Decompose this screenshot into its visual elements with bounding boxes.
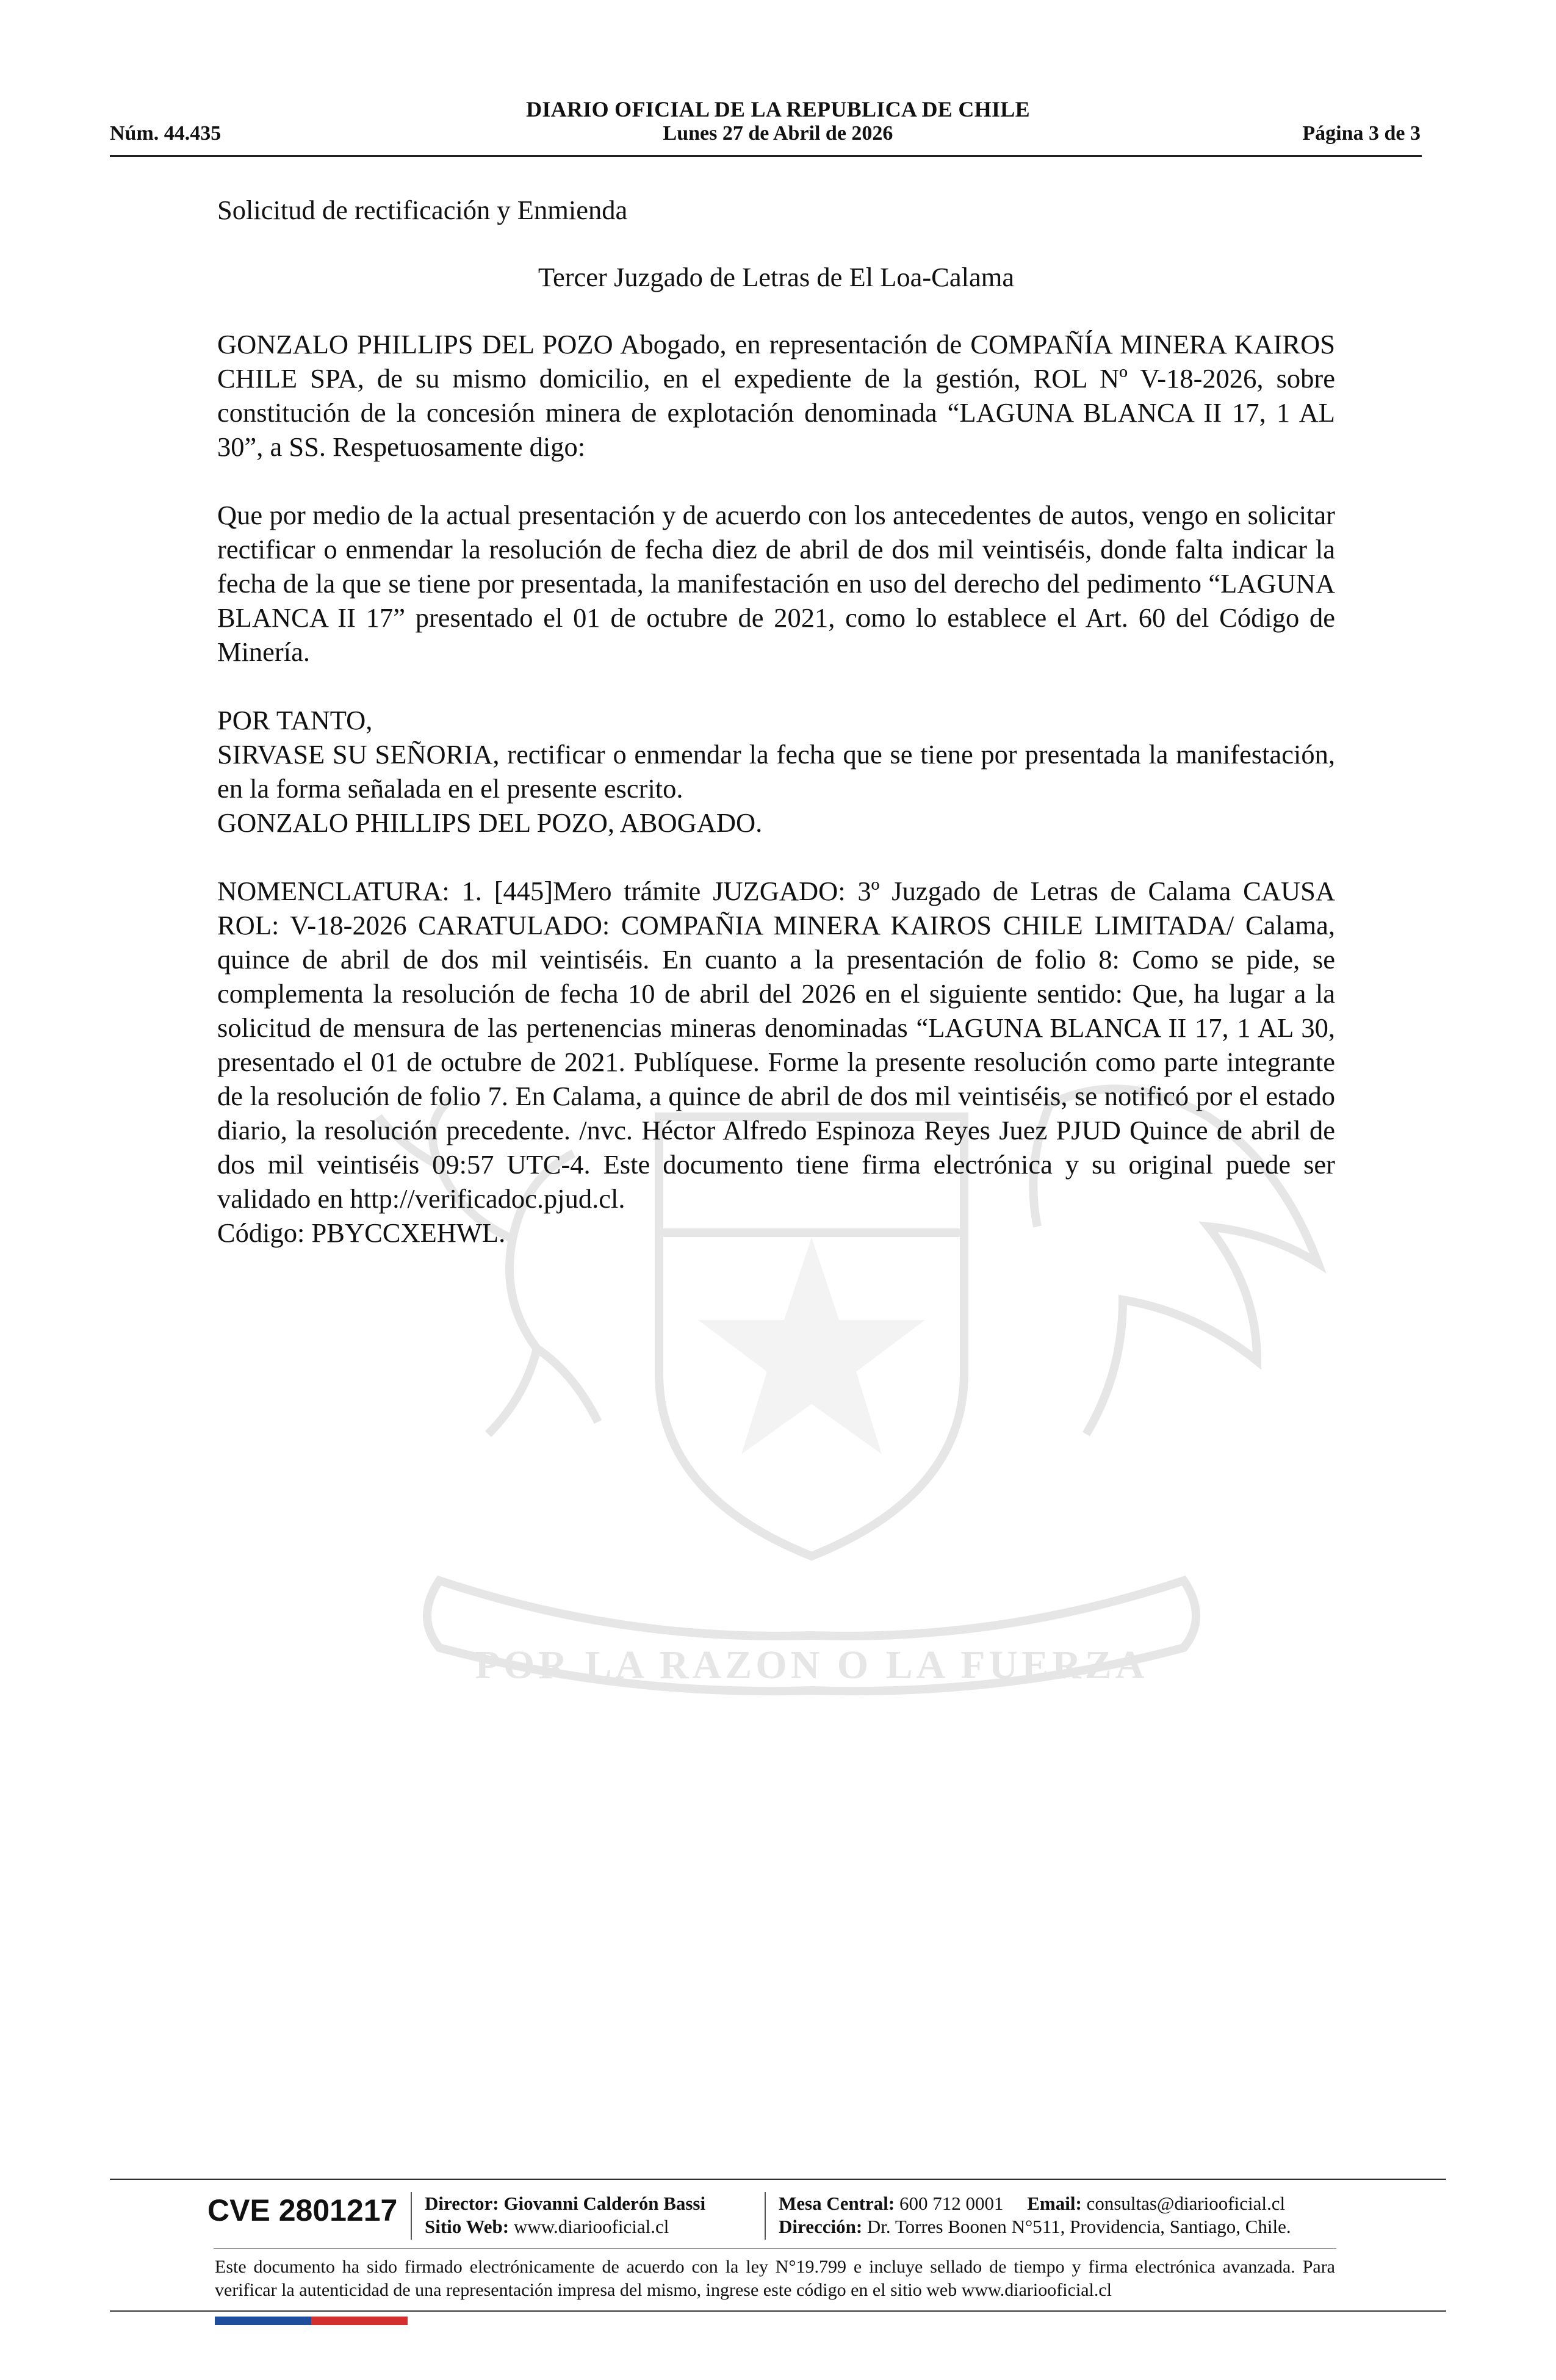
footer-divider-top [110, 2179, 1446, 2180]
document-body [217, 193, 1335, 1250]
site-link[interactable]: www.diariooficial.cl [513, 2216, 669, 2237]
address-label: Dirección: [779, 2216, 863, 2237]
director-name: Giovanni Calderón Bassi [503, 2193, 706, 2214]
page-indicator: Página 3 de 3 [1302, 122, 1421, 145]
issue-date: Lunes 27 de Abril de 2026 [663, 122, 893, 145]
document-title: Solicitud de rectificación y Enmienda [217, 195, 628, 225]
chile-flag-stripe [215, 2317, 408, 2325]
paragraph-nomenclatura: NOMENCLATURA: 1. [445]Mero trámite JUZGADO: 3º Juzgado de Letras de Calama CAUSA ROL: V-18-2026 CARATULADO: COMPAÑIA MINERA KAIROS CHILE LIMITADA/ Calama, quince de abril de dos mil veintiséis. En cuanto a la presentación de folio 8: Como se pide, se complementa la resolución de fecha 10 de abril del 2026 en el siguiente sentido: Que, ha lugar a la solicitud de mensura de las pertenencias mineras denominadas “LAGUNA BLANCA II 17, 1 AL 30, presentado el 01 de octubre de 2021. Publíquese. Forme la presente resolución como parte integrante de la resolución de folio 7. En Calama, a quince de abril de dos mil veintiséis, se notificó por el estado diario, la resolución precedente. /nvc. Héctor Alfredo Espinoza Reyes Juez PJUD Quince de abril de dos mil veintiséis 09:57 UTC-4. Este documento tiene firma electrónica y su original puede ser validado en http://verificadoc.pjud.cl. [217, 876, 1335, 1214]
email-label: Email: [1027, 2193, 1082, 2214]
mesa-phone: 600 712 0001 [899, 2193, 1004, 2214]
header-divider [110, 155, 1422, 157]
paragraph-representation: GONZALO PHILLIPS DEL POZO Abogado, en representación de COMPAÑÍA MINERA KAIROS CHILE SPA, de su mismo domicilio, en el expediente de la gestión, ROL Nº V-18-2026, sobre constitución de la concesión minera de explotación denominada “LAGUNA BLANCA II 17, 1 AL 30”, a SS. Respetuosamente digo: [217, 329, 1335, 462]
footer-director-block [425, 2192, 705, 2238]
validation-code: Código: PBYCCXEHWL. [217, 1217, 506, 1248]
flag-red-segment [311, 2317, 408, 2325]
cve-code: CVE 2801217 [207, 2193, 398, 2227]
footer-divider-mid [214, 2248, 1336, 2249]
flag-blue-segment [215, 2317, 311, 2325]
por-tanto: POR TANTO, [217, 705, 373, 735]
newspaper-title: DIARIO OFICIAL DE LA REPUBLICA DE CHILE [526, 97, 1030, 121]
director-label: Director: [425, 2193, 499, 2214]
paragraph-petition: SIRVASE SU SEÑORIA, rectificar o enmendar la fecha que se tiene por presentada la manifestación, en la forma señalada en el presente escrito. [217, 739, 1335, 804]
paragraph-request: Que por medio de la actual presentación y de acuerdo con los antecedentes de autos, vengo en solicitar rectificar o enmendar la resolución de fecha diez de abril de dos mil veintiséis, donde falta indicar la fecha de la que se tiene por presentada, la manifestación en uso del derecho del pedimento “LAGUNA BLANCA II 17” presentado el 01 de octubre de 2021, como lo establece el Art. 60 del Código de Minería. [217, 500, 1335, 667]
footer-contact-block [779, 2192, 1291, 2238]
signature-line: GONZALO PHILLIPS DEL POZO, ABOGADO. [217, 807, 763, 838]
footer-legal-notice: Este documento ha sido firmado electrónicamente de acuerdo con la ley N°19.799 e incluye sellado de tiempo y firma electrónica avanzada. Para verificar la autenticidad de una representación impresa del mismo, ingrese este código en el sitio web www.diariooficial.cl [215, 2257, 1335, 2300]
mesa-label: Mesa Central: [779, 2193, 895, 2214]
issue-number: Núm. 44.435 [110, 122, 222, 145]
footer-separator [765, 2192, 766, 2240]
site-label: Sitio Web: [425, 2216, 510, 2237]
address-value: Dr. Torres Boonen N°511, Providencia, Santiago, Chile. [866, 2216, 1291, 2237]
footer-divider-bottom [110, 2310, 1446, 2312]
footer-separator [411, 2192, 412, 2240]
email-link[interactable]: consultas@diariooficial.cl [1086, 2193, 1286, 2214]
court-name: Tercer Juzgado de Letras de El Loa-Calama [538, 262, 1015, 292]
coat-of-arms-motto: POR LA RAZON O LA FUERZA [475, 1643, 1148, 1687]
